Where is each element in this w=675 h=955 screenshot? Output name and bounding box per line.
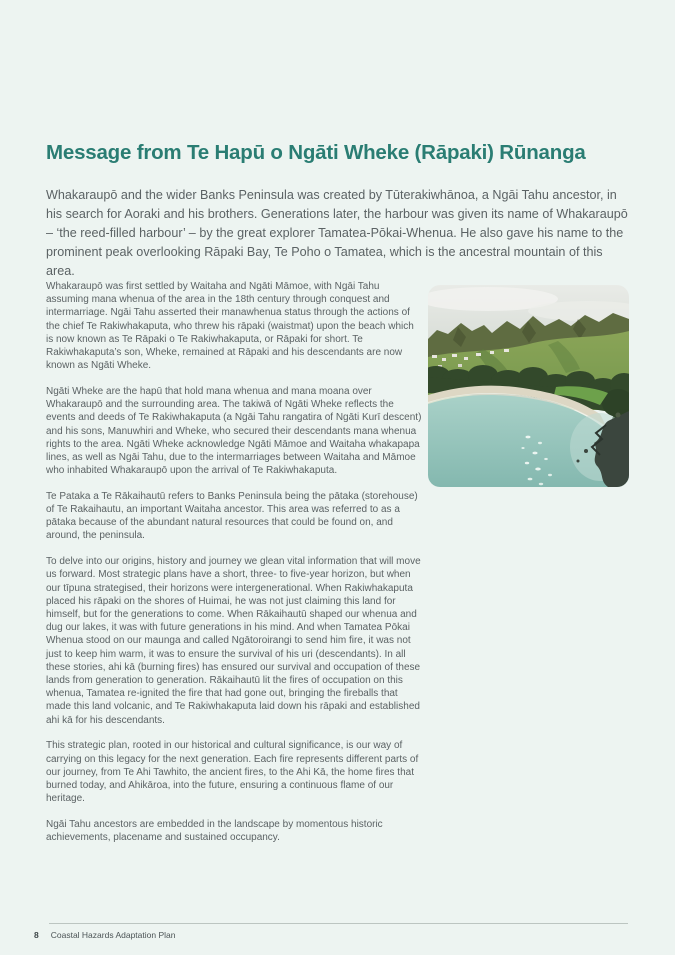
page-title: Message from Te Hapū o Ngāti Wheke (Rāpaki) Rūnanga [46,141,586,164]
body-paragraph: Ngāti Wheke are the hapū that hold mana whenua and mana moana over Whakaraupō and the surrounding area. The takiwā of Ngāti Wheke reflects the events and deeds of Te Rakiwhakaputa (a Ngāi Tahu rangatira of Ngāti Kurī descent) and his sons, Manuwhiri and Wheke, who secured their descendants mana whenua rights to the area. Ngāti Wheke acknowledge Ngāti Māmoe and Waitaha whakapapa lines, as well as Ngāi Tahu, due to the intermarriages between Waitaha and Māmoe who inhabited Whakaraupō upon the arrival of Te Rakiwhakaputa. [46,385,422,477]
body-paragraph: Ngāi Tahu ancestors are embedded in the landscape by momentous historic achievements, placename and sustained occupancy. [46,818,383,844]
page-number: 8 [34,930,39,940]
body-text-column [46,280,422,857]
body-paragraph: Te Pataka a Te Rākaihautū refers to Banks Peninsula being the pātaka (storehouse) of Te Rakaihautu, an important Waitaha ancestor. This area was referred to as a pātaka because of the abundant natural resources that could be found on, and around, the peninsula. [46,490,418,542]
footer-row [0,924,675,955]
intro-paragraph: Whakaraupō and the wider Banks Peninsula was created by Tūterakiwhānoa, a Ngāi Tahu ancestor, in his search for Aoraki and his brothers. Generations later, the harbour was given its name of Whakaraupō – ‘the reed-filled harbour’ – by the great explorer Tamatea-Pōkai-Whenua. He also gave his name to the prominent peak overlooking Rāpaki Bay, Te Poho o Tamatea, which is the ancestral mountain of this area. [46,188,628,278]
document-title: Coastal Hazards Adaptation Plan [50,930,176,940]
main-content [46,280,629,857]
body-paragraph: To delve into our origins, history and journey we glean vital information that will move us forward. Most strategic plans have a short, three- to five-year horizon, but when our tīpuna strategised, their horizons were intergenerational. When Rakiwhakaputa placed his rāpaki on the shores of Huimai, he was not just claiming this land for himself, but for the generations to come. When Rākaihautū shaped our whenua and dug our lakes, it was with future generations in his mind. And when Tamatea Pōkai Whenua stood on our maunga and called Ngātoroirangi to send him fire, it was not just to keep him warm, it was to ensure the survival of his uri (descendants). In all these stories, ahi kā (burning fires) has ensured our survival and occupation of these lands from generation to generation. Rākaihautū lit the fires of occupation on this whenua, Tamatea re-ignited the fire that had gone out, bringing the fireballs that made this land volcanic, and Te Rakiwhakaputa laid down his rāpaki and established ahi kā for his descendants. [46,556,421,726]
body-paragraph: This strategic plan, rooted in our historical and cultural significance, is our way of carrying on this legacy for the next generation. Each fire represents different parts of our journey, from Te Ahi Tawhito, the ancient fires, to the Ahi Kā, the home fires that burned today, and Ahikāroa, into the future, ensuring a continuous flame of our heritage. [46,740,419,805]
bay-photo-illustration [428,285,629,487]
body-paragraph: Whakaraupō was first settled by Waitaha and Ngāti Māmoe, with Ngāi Tahu assuming mana whenua of the area in the 18th century through conquest and intermarriage. Ngāi Tahu asserted their manawhenua status through the actions of the chief Te Rakiwhakaputa, who threw his rāpaki (waistmat) upon the beach which is now known as Te Rāpaki o Te Rakiwhakaputa, or Rāpaki for short. Te Rakiwhakaputa’s son, Wheke, remained at Rāpaki and his descendants are now known as Ngāti Wheke. [46,281,414,372]
rapaki-bay-photo [428,285,629,487]
page-footer [0,923,675,955]
